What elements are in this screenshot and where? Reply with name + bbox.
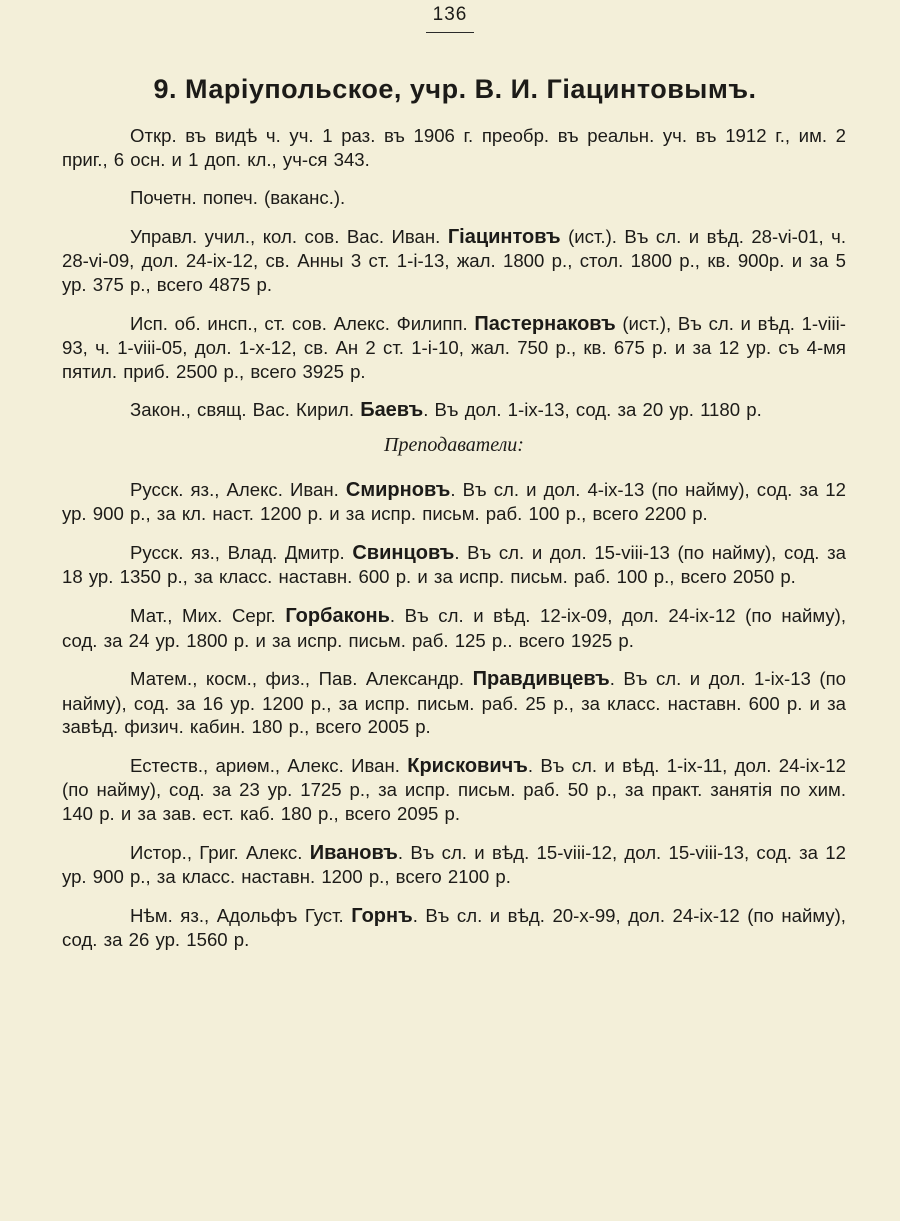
paragraph-text: Мат., Мих. Серг. [130,604,286,626]
person-name: Горбаконь [285,604,390,627]
paragraph-text: Управл. учил., кол. сов. Вас. Иван. [130,225,448,247]
paragraph-founding [62,124,846,171]
teacher-entry [62,478,846,526]
paragraph-text: (ист.), Въ сл. и вѣд. 1-viii-93, ч. 1-viii-05, дол. 1-x-12, св. Ан 2 ст. 1-i-10, жал. 750 р., кв. 675 р. и за 12 ур. съ 4-мя пятил. приб. 2500 р., всего 3925 р. [62,312,846,382]
paragraph-text: Матем., косм., физ., Пав. Александр. [130,668,473,690]
paragraph-text: . Въ сл. и вѣд. 1-ix-11, дол. 24-ix-12 (по найму), сод. за 23 ур. 1725 р., за испр. письм. раб. 50 р., за практ. занятія по хим. 140 р. и за зав. ест. каб. 180 р., всего 2095 р. [62,754,846,825]
paragraph-text: . Въ сл. и дол. 1-ix-13 (по найму), сод. за 16 ур. 1200 р., за испр. письм. раб. 25 р., за класс. наставн. 600 р. и за завѣд. физич. кабин. 180 р., всего 2005 р. [62,668,846,738]
paragraph-text: Русск. яз., Влад. Дмитр. [130,541,353,563]
paragraph-text: . Въ сл. и вѣд. 12-ix-09, дол. 24-ix-12 (по найму), сод. за 24 ур. 1800 р. и за испр. письм. раб. 125 р.. всего 1925 р. [62,604,846,651]
teacher-entry [62,904,846,952]
paragraph-text: (ист.). Въ сл. и вѣд. 28-vi-01, ч. 28-vi-09, дол. 24-ix-12, св. Анны 3 ст. 1-i-13, жал. 1800 р., стол. 1800 р., кв. 900р. и за 5 ур. 375 р., всего 4875 р. [62,225,847,295]
paragraph-text: Закон., свящ. Вас. Кирил. [130,399,361,421]
person-name: Ивановъ [309,841,398,864]
teacher-entry [62,754,846,826]
paragraph-text: . Въ дол. 1-ix-13, сод. за 20 ур. 1180 р. [423,399,762,421]
person-name: Гіацинтовъ [447,225,561,248]
person-name: Горнъ [351,904,413,927]
paragraph-text: Естеств., ариѳм., Алекс. Иван. [130,754,408,776]
person-name: Смирновъ [345,478,451,501]
paragraph-inspector [62,312,846,384]
document-body [62,124,846,967]
teachers-subheading: Преподаватели: [384,433,524,456]
page-number: 136 [432,4,468,25]
paragraph-text: . Въ сл. и дол. 4-ix-13 (по найму), сод. за 12 ур. 900 р., за кл. наст. 1200 р. и за испр. письм. раб. 100 р., всего 2200 р. [62,478,846,525]
teacher-entry [62,841,846,889]
paragraph-trustee [62,186,846,210]
paragraph-text: . Въ сл. и дол. 15-viii-13 (по найму), сод. за 18 ур. 1350 р., за класс. наставн. 600 р. и за испр. письм. раб. 100 р., всего 2050 р. [62,541,846,588]
paragraph-text: Почетн. попеч. (ваканс.). [130,187,346,209]
paragraph-text: . Въ сл. и вѣд. 20-x-99, дол. 24-ix-12 (по найму), сод. за 26 ур. 1560 р. [62,904,846,951]
teacher-entry [62,667,846,739]
paragraph-text: Нѣм. яз., Адольфъ Густ. [130,904,352,926]
paragraph-director [62,225,846,297]
paragraph-priest [62,398,846,423]
teacher-entry [62,541,846,589]
paragraph-text: Исп. об. инсп., ст. сов. Алекс. Филипп. [130,312,475,334]
page-number-rule [426,32,474,33]
person-name: Правдивцевъ [472,668,610,691]
paragraph-text: Русск. яз., Алекс. Иван. [130,478,346,500]
person-name: Пастернаковъ [474,312,616,335]
person-name: Баевъ [360,399,424,422]
paragraph-text: . Въ сл. и вѣд. 15-viii-12, дол. 15-viii-13, сод. за 12 ур. 900 р., за класс. наставн. 1200 р., всего 2100 р. [62,841,846,888]
teacher-entry [62,604,846,652]
section-heading: 9. Маріупольское, учр. В. И. Гіацинтовымъ. [153,74,757,104]
person-name: Крисковичъ [407,754,528,777]
person-name: Свинцовъ [352,541,455,564]
paragraph-text: Откр. въ видѣ ч. уч. 1 раз. въ 1906 г. преобр. въ реальн. уч. въ 1912 г., им. 2 приг., 6 осн. и 1 доп. кл., уч-ся 343. [62,125,846,170]
paragraph-text: Истор., Григ. Алекс. [130,841,310,863]
